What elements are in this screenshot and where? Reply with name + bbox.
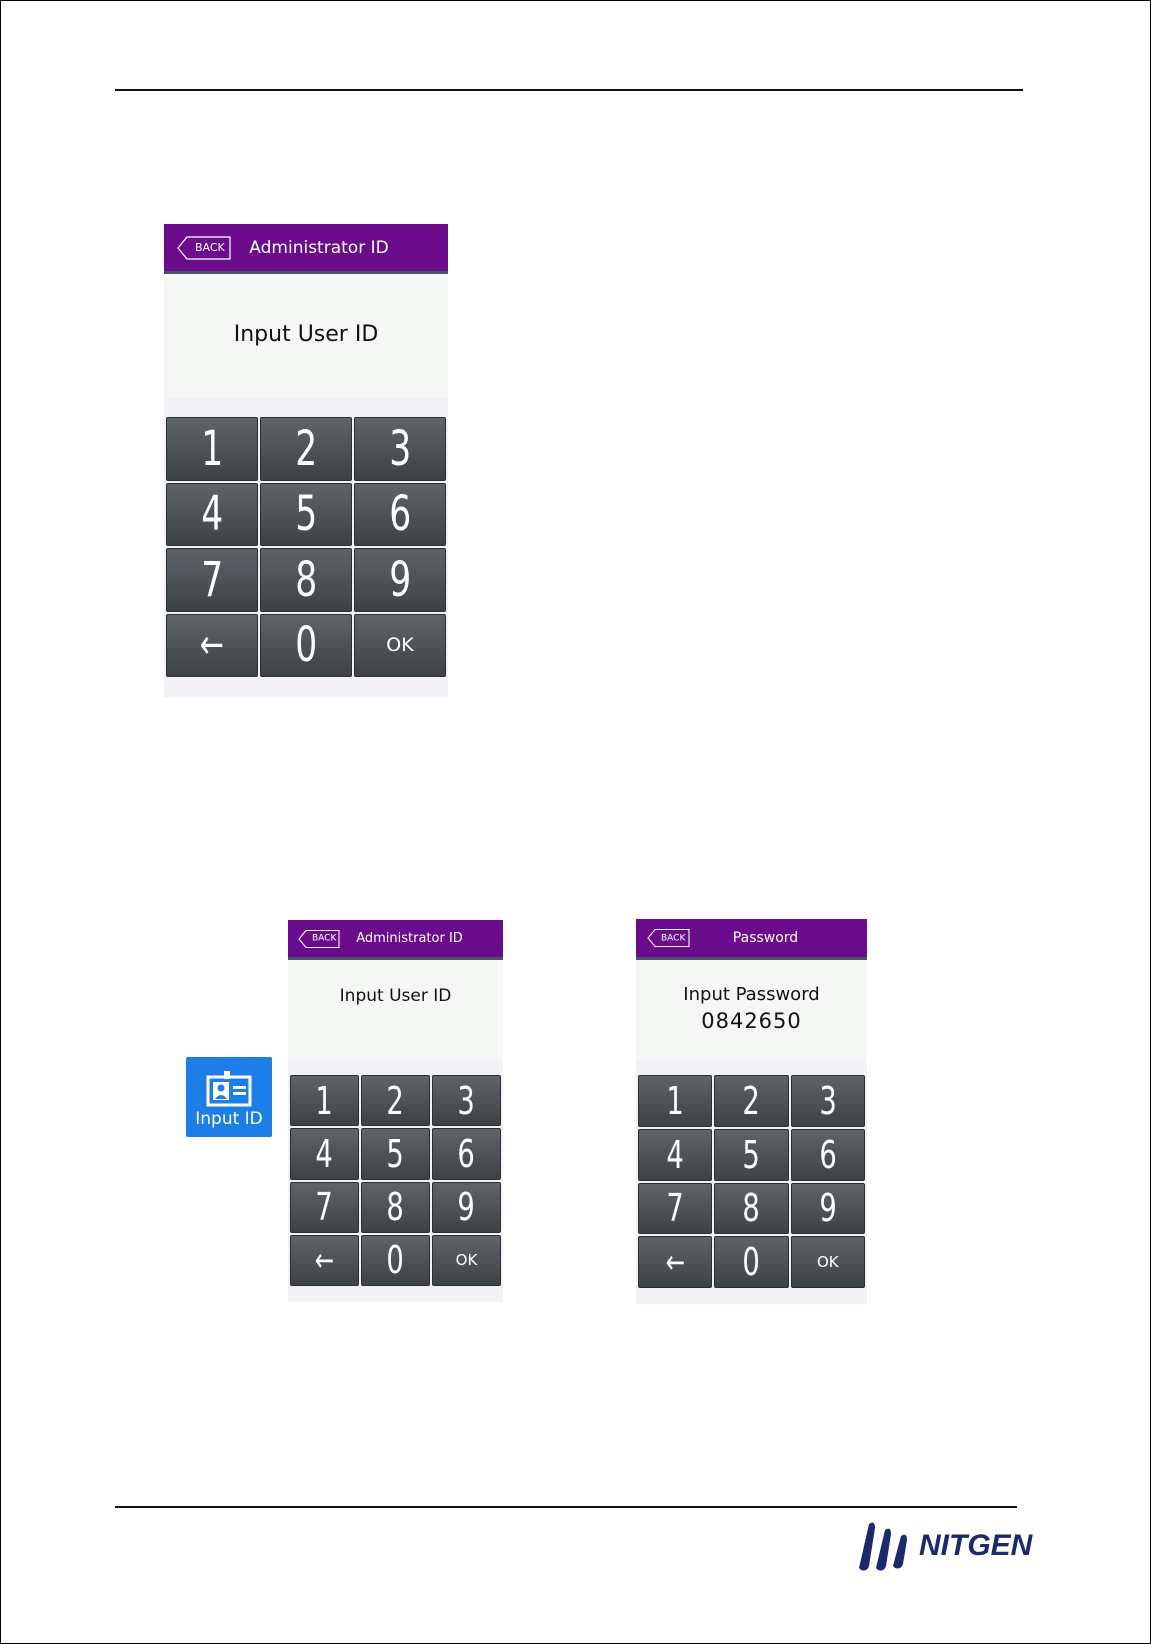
screen-title: Password	[732, 930, 799, 946]
input-prompt: Input User ID	[339, 986, 452, 1006]
screen-header	[164, 224, 448, 274]
bottom-rule	[115, 1506, 1017, 1508]
backspace-key[interactable]	[290, 1235, 359, 1286]
key-8[interactable]: 8	[260, 548, 352, 612]
back-label: BACK	[195, 241, 225, 254]
key-7[interactable]: 7	[290, 1182, 359, 1233]
ok-key[interactable]: OK	[432, 1235, 501, 1286]
back-button[interactable]	[177, 236, 227, 260]
admin-id-screen-large	[164, 224, 448, 697]
key-0[interactable]: 0	[714, 1236, 788, 1288]
key-6[interactable]: 6	[432, 1128, 501, 1179]
screen-header	[288, 920, 503, 960]
key-8[interactable]: 8	[714, 1183, 788, 1235]
back-button[interactable]	[298, 929, 338, 948]
key-6[interactable]: 6	[791, 1129, 865, 1181]
input-display	[288, 960, 503, 1060]
key-1[interactable]: 1	[290, 1075, 359, 1126]
key-1[interactable]: 1	[638, 1075, 712, 1127]
backspace-key[interactable]	[638, 1236, 712, 1288]
key-4[interactable]: 4	[290, 1128, 359, 1179]
ok-key[interactable]: OK	[791, 1236, 865, 1288]
ok-key[interactable]: OK	[354, 614, 446, 678]
backspace-arrow-icon: ←	[199, 622, 225, 669]
input-prompt: Input Password	[683, 983, 820, 1005]
key-2[interactable]: 2	[714, 1075, 788, 1127]
backspace-arrow-icon: ←	[314, 1241, 335, 1280]
key-5[interactable]: 5	[260, 483, 352, 547]
nitgen-logo-mark	[855, 1518, 917, 1574]
screen-title: Administrator ID	[249, 237, 389, 258]
id-card-icon	[206, 1069, 252, 1107]
key-3[interactable]: 3	[432, 1075, 501, 1126]
numeric-keypad	[290, 1075, 501, 1286]
key-1[interactable]: 1	[166, 417, 258, 481]
password-screen	[636, 919, 867, 1304]
numeric-keypad	[166, 417, 446, 677]
password-value: 0842650	[701, 1008, 802, 1033]
key-9[interactable]: 9	[354, 548, 446, 612]
numeric-keypad	[638, 1075, 865, 1288]
admin-id-screen-small	[288, 920, 503, 1302]
key-2[interactable]: 2	[260, 417, 352, 481]
key-4[interactable]: 4	[638, 1129, 712, 1181]
input-id-label: Input ID	[195, 1109, 263, 1129]
back-button[interactable]	[647, 929, 687, 948]
screen-title: Administrator ID	[356, 931, 463, 946]
key-9[interactable]: 9	[432, 1182, 501, 1233]
key-3[interactable]: 3	[791, 1075, 865, 1127]
input-prompt: Input User ID	[233, 321, 379, 347]
key-8[interactable]: 8	[361, 1182, 430, 1233]
back-label: BACK	[661, 933, 686, 943]
key-2[interactable]: 2	[361, 1075, 430, 1126]
key-0[interactable]: 0	[361, 1235, 430, 1286]
logo-text: NITGEN	[919, 1529, 1033, 1562]
key-0[interactable]: 0	[260, 614, 352, 678]
key-4[interactable]: 4	[166, 483, 258, 547]
nitgen-logo	[855, 1518, 1032, 1574]
key-7[interactable]: 7	[638, 1183, 712, 1235]
input-display	[636, 960, 867, 1060]
key-5[interactable]: 5	[361, 1128, 430, 1179]
backspace-key[interactable]	[166, 614, 258, 678]
backspace-arrow-icon: ←	[665, 1243, 685, 1282]
key-3[interactable]: 3	[354, 417, 446, 481]
key-5[interactable]: 5	[714, 1129, 788, 1181]
top-rule	[115, 89, 1023, 91]
input-id-button[interactable]	[186, 1057, 272, 1137]
back-label: BACK	[312, 933, 337, 944]
key-9[interactable]: 9	[791, 1183, 865, 1235]
input-display	[164, 274, 448, 398]
key-7[interactable]: 7	[166, 548, 258, 612]
key-6[interactable]: 6	[354, 483, 446, 547]
screen-header	[636, 919, 867, 960]
